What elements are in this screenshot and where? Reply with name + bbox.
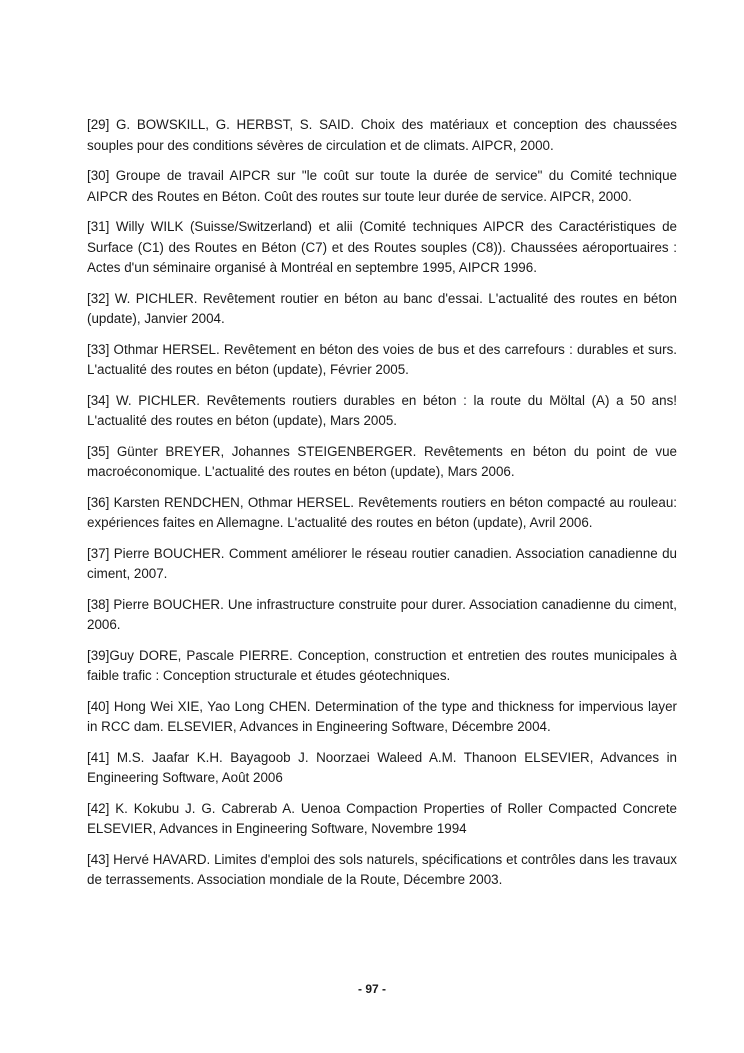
reference-item: [40] Hong Wei XIE, Yao Long CHEN. Determination of the type and thickness for impervious layer in RCC dam. ELSEVIER, Advances in Engineering Software, Décembre 2004. bbox=[87, 698, 677, 734]
reference-item: [41] M.S. Jaafar K.H. Bayagoob J. Noorzaei Waleed A.M. Thanoon ELSEVIER, Advances in Engineering Software, Août 2006 bbox=[87, 749, 677, 785]
page-number: - 97 - bbox=[357, 982, 386, 996]
reference-item: [43] Hervé HAVARD. Limites d'emploi des sols naturels, spécifications et contrôles dans les travaux de terrassements. Association mondiale de la Route, Décembre 2003. bbox=[87, 851, 677, 887]
reference-list bbox=[87, 115, 677, 901]
reference-item: [42] K. Kokubu J. G. Cabrerab A. Uenoa Compaction Properties of Roller Compacted Concrete ELSEVIER, Advances in Engineering Software, Novembre 1994 bbox=[87, 800, 677, 836]
reference-item: [39]Guy DORE, Pascale PIERRE. Conception, construction et entretien des routes municipales à faible trafic : Conception structurale et études géotechniques. bbox=[87, 647, 677, 683]
reference-item: [35] Günter BREYER, Johannes STEIGENBERGER. Revêtements en béton du point de vue macroéconomique. L'actualité des routes en béton (update), Mars 2006. bbox=[87, 443, 677, 479]
reference-item: [31] Willy WILK (Suisse/Switzerland) et alii (Comité techniques AIPCR des Caractéristiques de Surface (C1) des Routes en Béton (C7) et des Routes souples (C8)). Chaussées aéroportuaires : Actes d'un séminaire organisé à Montréal en septembre 1995, AIPCR 1996. bbox=[87, 219, 677, 275]
reference-item: [37] Pierre BOUCHER. Comment améliorer le réseau routier canadien. Association canadienne du ciment, 2007. bbox=[87, 545, 677, 581]
reference-item: [32] W. PICHLER. Revêtement routier en béton au banc d'essai. L'actualité des routes en béton (update), Janvier 2004. bbox=[87, 290, 677, 326]
reference-item: [36] Karsten RENDCHEN, Othmar HERSEL. Revêtements routiers en béton compacté au rouleau: expériences faites en Allemagne. L'actualité des routes en béton (update), Avril 2006. bbox=[87, 494, 677, 530]
reference-item: [34] W. PICHLER. Revêtements routiers durables en béton : la route du Möltal (A) a 50 ans! L'actualité des routes en béton (update), Mars 2005. bbox=[87, 392, 677, 428]
reference-item: [30] Groupe de travail AIPCR sur "le coût sur toute la durée de service" du Comité technique AIPCR des Routes en Béton. Coût des routes sur toute leur durée de service. AIPCR, 2000. bbox=[87, 168, 677, 204]
reference-item: [33] Othmar HERSEL. Revêtement en béton des voies de bus et des carrefours : durables et surs. L'actualité des routes en béton (update), Février 2005. bbox=[87, 341, 677, 377]
reference-item: [29] G. BOWSKILL, G. HERBST, S. SAID. Choix des matériaux et conception des chaussées souples pour des conditions sévères de circulation et de climats. AIPCR, 2000. bbox=[87, 117, 677, 153]
reference-item: [38] Pierre BOUCHER. Une infrastructure construite pour durer. Association canadienne du ciment, 2006. bbox=[87, 596, 677, 632]
